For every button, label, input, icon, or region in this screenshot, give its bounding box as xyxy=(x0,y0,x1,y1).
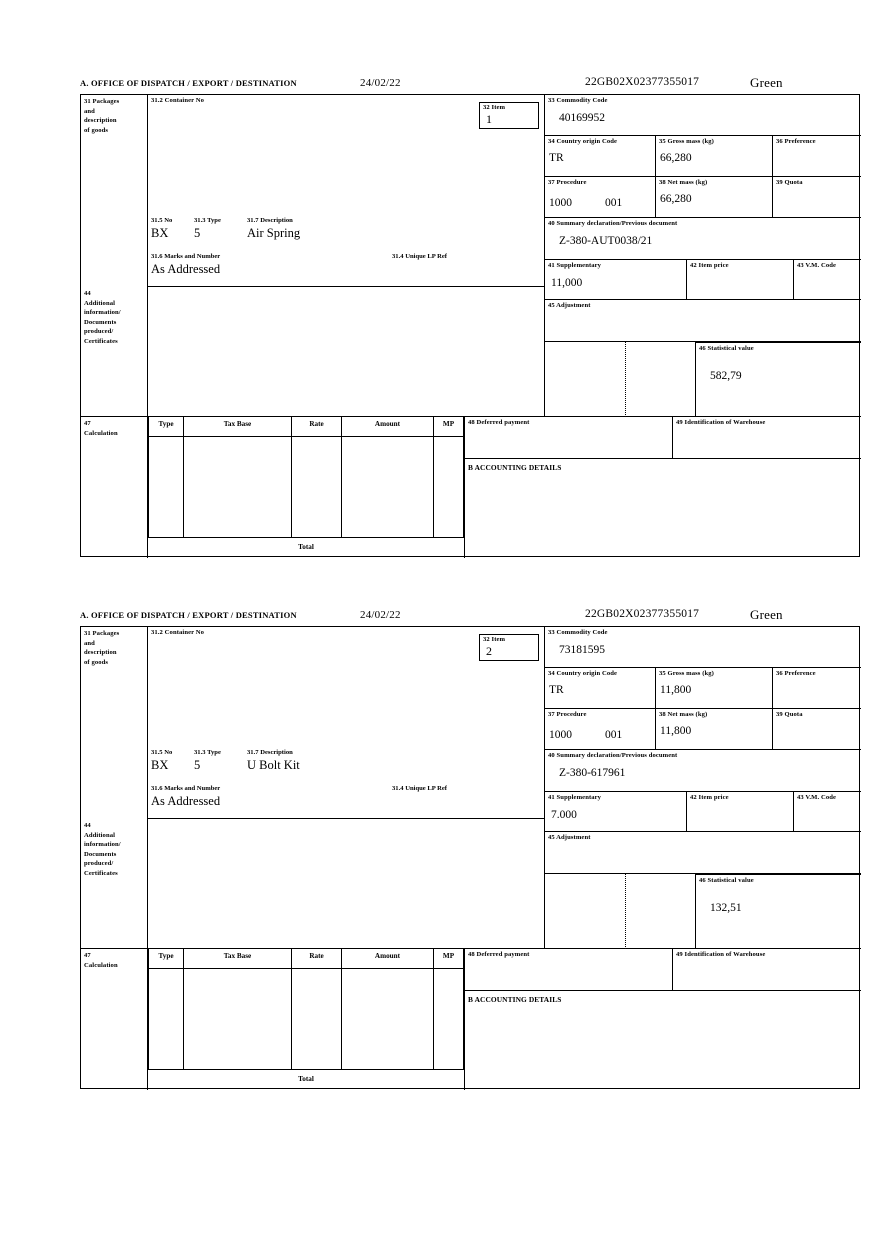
packages-no-label: 31.5 No xyxy=(151,217,173,224)
box-47-calculation-table-2 xyxy=(148,949,464,1090)
packages-no-value-2: BX xyxy=(151,758,169,772)
declaration-date-2: 24/02/22 xyxy=(360,609,401,621)
cell-type xyxy=(148,437,184,538)
box-34-label-2: 34 Country origin Code xyxy=(548,670,618,677)
box-37-value-1-2: 1000 xyxy=(549,729,572,741)
box-44-label-line-6: Certificates xyxy=(84,337,118,345)
box-33-commodity-code-2 xyxy=(545,627,861,668)
container-no-label: 31.2 Container No xyxy=(151,97,205,104)
box-44-label-2-line-6: Certificates xyxy=(84,869,118,877)
box-44-label-2 xyxy=(81,819,148,949)
cell-type-2 xyxy=(148,969,184,1070)
box-49-identification-warehouse xyxy=(672,417,861,459)
packages-description-value: Air Spring xyxy=(247,226,301,240)
box-39-value-2 xyxy=(773,720,861,725)
box-32-label: 32 Item xyxy=(483,104,506,111)
col-header-amount-2 xyxy=(342,949,434,969)
box-42-item-price-2 xyxy=(687,792,794,832)
box-41-supplementary xyxy=(545,260,687,300)
box-45-value xyxy=(545,311,861,317)
box-44-label-2-line-3: information/ xyxy=(84,841,121,849)
marks-and-number-value: As Addressed xyxy=(151,262,221,276)
box-47-label-2-line-1: 47 xyxy=(84,952,91,959)
box-b-accounting-details xyxy=(464,459,861,558)
customs-declaration-form-item-2 xyxy=(80,607,862,1089)
box-31-label xyxy=(81,95,148,287)
col-header-type-label: Type xyxy=(158,420,174,428)
box-46-label-2: 46 Statistical value xyxy=(699,877,754,884)
box-38-value-2: 11,800 xyxy=(660,724,692,737)
box-49-label-2: 49 Identification of Warehouse xyxy=(676,951,766,958)
box-43-vm-code-2 xyxy=(794,792,861,832)
box-36-value xyxy=(773,147,861,152)
box-37-value-1: 1000 xyxy=(549,197,572,209)
unique-lp-ref-label-2: 31.4 Unique LP Ref xyxy=(392,785,447,792)
box-47-label-line-1: 47 xyxy=(84,420,91,427)
box-38-net-mass xyxy=(656,177,773,218)
box-44-label-line-4: Documents xyxy=(84,318,117,326)
box-33-value-2: 73181595 xyxy=(559,643,605,656)
box-31-label-2 xyxy=(81,627,148,819)
box-42-label: 42 Item price xyxy=(690,262,729,269)
col-header-tax-base-2 xyxy=(184,949,292,969)
box-39-value xyxy=(773,188,861,193)
total-label-2: Total xyxy=(298,1075,314,1083)
packages-type-value-2: 5 xyxy=(194,758,201,772)
cell-amount xyxy=(342,437,434,538)
box-49-label: 49 Identification of Warehouse xyxy=(676,419,766,426)
box-37-procedure xyxy=(545,177,656,218)
col-header-rate-label: Rate xyxy=(309,420,324,428)
box-48-label-2: 48 Deferred payment xyxy=(468,951,530,958)
box-38-label-2: 38 Net mass (kg) xyxy=(659,711,708,718)
packages-type-label-2: 31.3 Type xyxy=(194,749,221,756)
marks-and-number-value-2: As Addressed xyxy=(151,794,221,808)
box-31-label-2-line-3: description xyxy=(84,649,117,657)
cell-rate xyxy=(292,437,342,538)
box-43-vm-code xyxy=(794,260,861,300)
total-label: Total xyxy=(298,543,314,551)
customs-declaration-form-item-1 xyxy=(80,75,862,557)
box-44-label-line-5: produced/ xyxy=(84,328,114,336)
box-42-label-2: 42 Item price xyxy=(690,794,729,801)
box-36-label-2: 36 Preference xyxy=(776,670,816,677)
box-43-value xyxy=(794,271,861,277)
box-48-deferred-payment xyxy=(464,417,672,459)
box-44-label-line-2: Additional xyxy=(84,299,116,307)
box-35-value: 66,280 xyxy=(660,151,692,164)
col-header-mp xyxy=(434,417,464,437)
box-40-label: 40 Summary declaration/Previous document xyxy=(548,220,678,227)
box-32-item-number xyxy=(479,102,539,129)
packages-no-label-2: 31.5 No xyxy=(151,749,173,756)
marks-and-number-label: 31.6 Marks and Number xyxy=(151,253,221,260)
box-35-label-2: 35 Gross mass (kg) xyxy=(659,670,714,677)
box-41-label: 41 Supplementary xyxy=(548,262,602,269)
box-42-value xyxy=(687,271,793,277)
box-37-label: 37 Procedure xyxy=(548,179,587,186)
declaration-grid-2 xyxy=(80,626,860,1089)
col-header-type-label-2: Type xyxy=(158,952,174,960)
box-44-label-2-line-4: Documents xyxy=(84,850,117,858)
box-39-quota xyxy=(773,177,861,218)
packages-type-label: 31.3 Type xyxy=(194,217,221,224)
box-45-label: 45 Adjustment xyxy=(548,302,591,309)
box-b-accounting-details-2 xyxy=(464,991,861,1090)
box-38-label: 38 Net mass (kg) xyxy=(659,179,708,186)
box-36-preference-2 xyxy=(773,668,861,709)
box-47-label-2 xyxy=(81,949,148,1090)
box-33-commodity-code xyxy=(545,95,861,136)
col-header-mp-label: MP xyxy=(442,420,455,428)
unique-lp-ref-label: 31.4 Unique LP Ref xyxy=(392,253,447,260)
col-header-amount-label-2: Amount xyxy=(374,952,401,960)
box-47-label-2-line-2: Calculation xyxy=(84,961,118,969)
packages-description-value-2: U Bolt Kit xyxy=(247,758,300,772)
box-34-value: TR xyxy=(549,151,564,164)
box-41-supplementary-2 xyxy=(545,792,687,832)
col-header-rate-2 xyxy=(292,949,342,969)
box-40-value: Z-380-AUT0038/21 xyxy=(559,234,653,247)
box-36-label: 36 Preference xyxy=(776,138,816,145)
box-48-deferred-payment-2 xyxy=(464,949,672,991)
col-header-mp-label-2: MP xyxy=(442,952,455,960)
box-45-label-2: 45 Adjustment xyxy=(548,834,591,841)
box-49-identification-warehouse-2 xyxy=(672,949,861,991)
box-32-value-2: 2 xyxy=(486,643,492,658)
box-46-label: 46 Statistical value xyxy=(699,345,754,352)
movement-reference-number-2: 22GB02X02377355017 xyxy=(585,608,700,620)
box-48-label: 48 Deferred payment xyxy=(468,419,530,426)
box-46-statistical-value xyxy=(695,342,861,417)
office-of-dispatch-label-2: A. OFFICE OF DISPATCH / EXPORT / DESTINATION xyxy=(80,610,297,620)
box-39-label: 39 Quota xyxy=(776,179,803,186)
packages-description-label-2: 31.7 Description xyxy=(247,749,293,756)
box-44-label-2-line-1: 44 xyxy=(84,822,91,829)
total-row-2 xyxy=(148,1070,464,1090)
box-46-value: 582,79 xyxy=(710,369,742,382)
col-header-amount-label: Amount xyxy=(374,420,401,428)
col-header-tax-base xyxy=(184,417,292,437)
box-44-label-line-1: 44 xyxy=(84,290,91,297)
form-header-2 xyxy=(80,607,862,626)
box-44-label-2-line-5: produced/ xyxy=(84,860,114,868)
box-37-procedure-2 xyxy=(545,709,656,750)
box-38-net-mass-2 xyxy=(656,709,773,750)
box-34-country-origin-code-2 xyxy=(545,668,656,709)
box-40-summary-declaration xyxy=(545,218,861,260)
box-44-label xyxy=(81,287,148,417)
marks-and-number-label-2: 31.6 Marks and Number xyxy=(151,785,221,792)
box-44-label-2-line-2: Additional xyxy=(84,831,116,839)
packages-description-label: 31.7 Description xyxy=(247,217,293,224)
box-37-value-2-2: 001 xyxy=(605,729,623,741)
box-34-value-2: TR xyxy=(549,683,564,696)
col-header-rate xyxy=(292,417,342,437)
box-41-label-2: 41 Supplementary xyxy=(548,794,602,801)
box-34-country-origin-code xyxy=(545,136,656,177)
box-31-label-line-1: 31 Packages xyxy=(84,98,120,105)
box-44-value-2 xyxy=(148,819,544,823)
box-32-item-number-2 xyxy=(479,634,539,661)
box-43-value-2 xyxy=(794,803,861,809)
box-42-value-2 xyxy=(687,803,793,809)
box-33-label: 33 Commodity Code xyxy=(548,97,608,104)
cell-mp-2 xyxy=(434,969,464,1070)
col-header-mp-2 xyxy=(434,949,464,969)
box-40-summary-declaration-2 xyxy=(545,750,861,792)
box-33-value: 40169952 xyxy=(559,111,605,124)
box-46-value-2: 132,51 xyxy=(710,901,742,914)
total-row xyxy=(148,538,464,558)
box-45-adjustment xyxy=(545,300,861,342)
box-31-label-line-3: description xyxy=(84,117,117,125)
box-46-region xyxy=(545,342,861,417)
col-header-rate-label-2: Rate xyxy=(309,952,324,960)
box-31-label-line-2: and xyxy=(84,107,95,115)
box-47-label-line-2: Calculation xyxy=(84,429,118,437)
cell-amount-2 xyxy=(342,969,434,1070)
box-44-additional-information xyxy=(148,287,545,417)
box-31-label-2-line-1: 31 Packages xyxy=(84,630,120,637)
movement-reference-number: 22GB02X02377355017 xyxy=(585,76,700,88)
container-no-label-2: 31.2 Container No xyxy=(151,629,205,636)
cell-tax-base-2 xyxy=(184,969,292,1070)
box-36-preference xyxy=(773,136,861,177)
box-37-value-2: 001 xyxy=(605,197,623,209)
box-35-value-2: 11,800 xyxy=(660,683,692,696)
box-31-label-line-4: of goods xyxy=(84,126,109,134)
box-46-region-2 xyxy=(545,874,861,949)
office-of-dispatch-label: A. OFFICE OF DISPATCH / EXPORT / DESTINATION xyxy=(80,78,297,88)
box-35-gross-mass xyxy=(656,136,773,177)
declaration-date: 24/02/22 xyxy=(360,77,401,89)
box-32-label-2: 32 Item xyxy=(483,636,506,643)
col-header-type-2 xyxy=(148,949,184,969)
box-40-value-2: Z-380-617961 xyxy=(559,766,626,779)
box-47-calculation-table xyxy=(148,417,464,558)
box-42-item-price xyxy=(687,260,794,300)
box-31-label-2-line-4: of goods xyxy=(84,658,109,666)
col-header-amount xyxy=(342,417,434,437)
packages-type-value: 5 xyxy=(194,226,201,240)
box-44-label-line-3: information/ xyxy=(84,309,121,317)
box-37-label-2: 37 Procedure xyxy=(548,711,587,718)
cell-rate-2 xyxy=(292,969,342,1070)
copy-colour-label-2: Green xyxy=(750,607,783,622)
box-35-gross-mass-2 xyxy=(656,668,773,709)
form-header xyxy=(80,75,862,94)
cell-tax-base xyxy=(184,437,292,538)
cell-mp xyxy=(434,437,464,538)
box-47-label xyxy=(81,417,148,558)
packages-no-value: BX xyxy=(151,226,169,240)
box-44-value xyxy=(148,287,544,291)
col-header-tax-base-label: Tax Base xyxy=(223,420,252,428)
box-38-value: 66,280 xyxy=(660,192,692,205)
box-46-dotted-divider xyxy=(625,342,626,417)
box-44-additional-information-2 xyxy=(148,819,545,949)
box-31-label-2-line-2: and xyxy=(84,639,95,647)
box-39-label-2: 39 Quota xyxy=(776,711,803,718)
col-header-type xyxy=(148,417,184,437)
copy-colour-label: Green xyxy=(750,75,783,90)
box-34-label: 34 Country origin Code xyxy=(548,138,618,145)
box-33-label-2: 33 Commodity Code xyxy=(548,629,608,636)
box-45-value-2 xyxy=(545,843,861,849)
box-35-label: 35 Gross mass (kg) xyxy=(659,138,714,145)
box-36-value-2 xyxy=(773,679,861,684)
box-45-adjustment-2 xyxy=(545,832,861,874)
box-40-label-2: 40 Summary declaration/Previous document xyxy=(548,752,678,759)
declaration-grid xyxy=(80,94,860,557)
box-41-value-2: 7.000 xyxy=(551,808,577,821)
box-43-label: 43 V.M. Code xyxy=(797,262,837,269)
box-b-label: B ACCOUNTING DETAILS xyxy=(468,463,562,472)
box-43-label-2: 43 V.M. Code xyxy=(797,794,837,801)
box-46-dotted-divider-2 xyxy=(625,874,626,949)
box-46-statistical-value-2 xyxy=(695,874,861,949)
box-b-label-2: B ACCOUNTING DETAILS xyxy=(468,995,562,1004)
col-header-tax-base-label-2: Tax Base xyxy=(223,952,252,960)
box-32-value: 1 xyxy=(486,111,492,126)
box-39-quota-2 xyxy=(773,709,861,750)
box-41-value: 11,000 xyxy=(551,276,583,289)
